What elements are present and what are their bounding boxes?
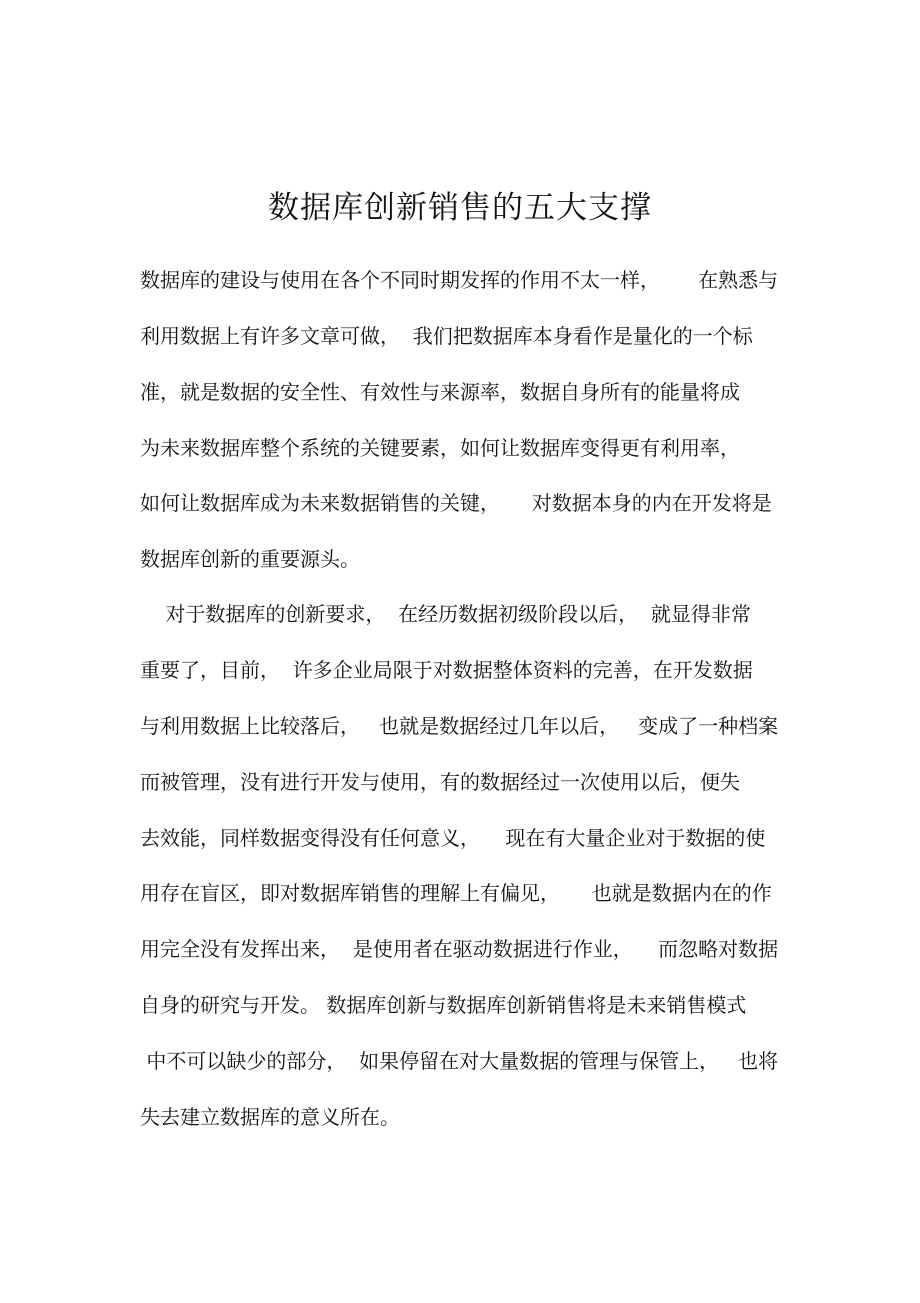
paragraph-line: 用存在盲区，即对数据库销售的理解上有偏见， 也就是数据内在的作 [140,881,772,905]
paragraph-line: 重要了，目前， 许多企业局限于对数据整体资料的完善，在开发数据 [140,658,753,682]
document-title: 数据库创新销售的五大支撑 [268,190,652,226]
paragraph-line: 去效能，同样数据变得没有任何意义， 现在有大量企业对于数据的使 [140,826,766,850]
paragraph-line: 而被管理，没有进行开发与使用，有的数据经过一次使用以后，便失 [140,770,740,794]
paragraph-line: 与利用数据上比较落后， 也就是数据经过几年以后， 变成了一种档案 [140,714,779,738]
paragraph-line: 数据库的建设与使用在各个不同时期发挥的作用不太一样， 在熟悉与 [140,268,779,292]
paragraph-line: 利用数据上有许多文章可做， 我们把数据库本身看作是量化的一个标 [140,324,753,348]
paragraph-line: 对于数据库的创新要求， 在经历数据初级阶段以后， 就显得非常 [140,602,751,626]
paragraph-line: 数据库创新的重要源头。 [140,547,360,571]
paragraph-line: 为未来数据库整个系统的关键要素，如何让数据库变得更有利用率， [140,436,740,460]
paragraph-line: 如何让数据库成为未来数据销售的关键， 对数据本身的内在开发将是 [140,491,772,515]
paragraph-line: 准，就是数据的安全性、有效性与来源率，数据自身所有的能量将成 [140,380,740,404]
paragraph-line: 用完全没有发挥出来， 是使用者在驱动数据进行作业， 而忽略对数据 [140,937,779,961]
paragraph-line: 自身的研究与开发。 数据库创新与数据库创新销售将是未来销售模式 [140,993,747,1017]
paragraph-line: 中不可以缺少的部分， 如果停留在对大量数据的管理与保管上， 也将 [140,1049,779,1073]
paragraph-line: 失去建立数据库的意义所在。 [140,1105,400,1129]
